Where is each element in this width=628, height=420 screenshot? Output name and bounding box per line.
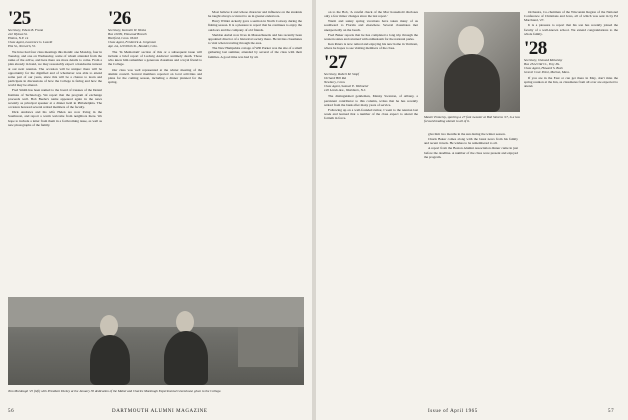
class-1927-notes: The distinguished gentleman, Manny Swanton, of Albany, a persistent contributor to this column, writes that he has recently retired from the bank after many years of service. Following up on a well-founded rumor, I went to the reunion last week and learned that a number of the class expect to attend the fortieth in force. bbox=[324, 94, 418, 121]
photo-caption: Master Pomeroy, sporting a 27 foot sweater at Bob Stevens '27, is a law forward leading alumni to all of it. bbox=[424, 115, 520, 123]
right-column-1 bbox=[324, 10, 418, 390]
greenhouse-dedication-photo bbox=[8, 297, 304, 385]
left-column-2 bbox=[108, 10, 202, 294]
class-1928-notes: If you are in the East or can get there in May, don't miss the spring reunion at the Inn, as classmates from all over are expected to attend. bbox=[524, 75, 618, 89]
class-1927-officers: Secretary, Robert M. Stopf Orchard Hill Rd. Newbury, Conn. Class Agent, Samuel E. Wehmeier 120 Lomis Ave., Washburn, N.J. bbox=[324, 72, 369, 93]
left-column-1 bbox=[8, 10, 102, 294]
class-notes-continued: Most believe it and whose character and influence on the students he taught always occurred to us in greater endeavors. Harry Wilder Ackerly gave a sermon in North Conway during the fishing season. It is a pleasure to report that he continues to enjoy the outdoors and the company of old friends. Sheldon Aubel now lives in Massachusetts and has recently been appointed director of a historical society there. He invites classmates to visit when traveling through the area. The New Hampshire cottage of Will Parker was the site of a small gathering last summer, attended by several of the class with their families. A good time was had by all. bbox=[208, 10, 302, 59]
class-notes-continued: give him two months in the sun during the winter season. Chuck Baker comes along with the latest news from his family and recent travels. He wishes to be remembered to all. A report from the Boston Alumni Association dinner came in just before the deadline. A number of the class were present and enjoyed the program. bbox=[424, 132, 518, 159]
page-number: 57 bbox=[608, 409, 615, 414]
class-year-heading: '26 bbox=[108, 10, 131, 29]
class-1925-notes: We have had four class meetings this month: one Monday, four in Tuesday, and one on Wednesday, some of whom attended from the ranks of the active, and here there are more details to come. From a plan already in hand, we may reasonably expect a handsome turnout at our next reunion. The occasion will be unique: there will be opportunity for the dignified and of whomever was able to attend some part of our years, since this will be a chance to learn and participate in discussions of how the College is faring and how the world may be altered. Fred Smith has been named to the board of trustees of the Dental Institute of Technology. We report that the program of exchange proceeds well. Bob Beebe's name appeared again in the news recently as principal speaker at a dinner held in Philadelphia. The occasion honored several retired members of the faculty. Dick Andrews and his wife Helen are now living in the Southwest, and report a warm welcome from neighbors there. We hope to include a letter from them in a forthcoming issue, as well as new photographs of the family. bbox=[8, 50, 102, 127]
class-1925-officers: Secretary, Edwin B. Frank 222 Wyman St. Elmira, N.Y. 14 Class Agent, Lawrence G. Leavitt Elm St., Norwich, Vt. bbox=[8, 28, 53, 48]
photo-caption: Tom Murdough '25 (left) with President Dickey at the January 30 dedication of the Mabel and Charles Murdough Experimental Greenhouse given to the College. bbox=[8, 389, 222, 393]
right-page bbox=[316, 0, 628, 420]
class-year-heading: '27 bbox=[324, 52, 347, 74]
magazine-footer: DARTMOUTH ALUMNI MAGAZINE bbox=[112, 409, 208, 414]
left-column-3 bbox=[208, 10, 302, 294]
right-column-3 bbox=[524, 10, 618, 390]
page-number: 56 bbox=[8, 409, 15, 414]
pomeroy-sweater-photo bbox=[424, 12, 520, 112]
class-1928-officers: Secretary, Osmond Molarsky Box 2524 Old Ct., Troy Pa. Class Agent, Howard S. Bush Gravel Cove Point, Marion, Mass. bbox=[524, 57, 570, 74]
class-notes-continued: on to the Bob, 'A careful check of the Mac household discloses only a few minor changes since the last report.' Warm and sunny spring vacations have taken many of us southward to Florida and elsewhere. Several classmates met unexpectedly on the beach. Fred Baker reports that he has completed a long trip through the western states and returned with enthusiasm for the national parks. Ken Peters is now retired and enjoying his new home in Vermont, where he hopes to see visiting members of the class. bbox=[324, 10, 418, 51]
left-page bbox=[0, 0, 312, 420]
class-year-heading: '28 bbox=[524, 37, 547, 59]
class-notes-continued: Orchestra, Co-chairman of the Wisconsin Region of the National Conference of Christians and Jews, all of which was sent in by Ed Marchand, '27. It is a pleasure to report that his son has recently joined the faculty of a well-known school. We extend congratulations to the whole family. bbox=[524, 10, 618, 36]
issue-footer: Issue of April 1965 bbox=[428, 409, 478, 414]
class-year-heading: '25 bbox=[8, 10, 31, 29]
class-1926-notes: The 'In Memoriam' section of this or a subsequent issue will include a brief report of Ludwig Andrews' untimely death. Those who knew him remember a generous classmate and a loyal friend to the College. Our class was well represented at the winter meeting of the alumni council. Several members reported on local activities and plans for the coming season, including a dinner planned for the spring. bbox=[108, 50, 202, 85]
right-column-2 bbox=[424, 132, 518, 390]
class-1926-officers: Secretary, Kenneth W. Weeks Box 10299, Elmwood Branch Hartford, Conn. 06110 Class Agent, Frederick A. Jorgensen Apt. 2A, 120 Ninth St., Boulder, Colo. bbox=[108, 28, 158, 48]
